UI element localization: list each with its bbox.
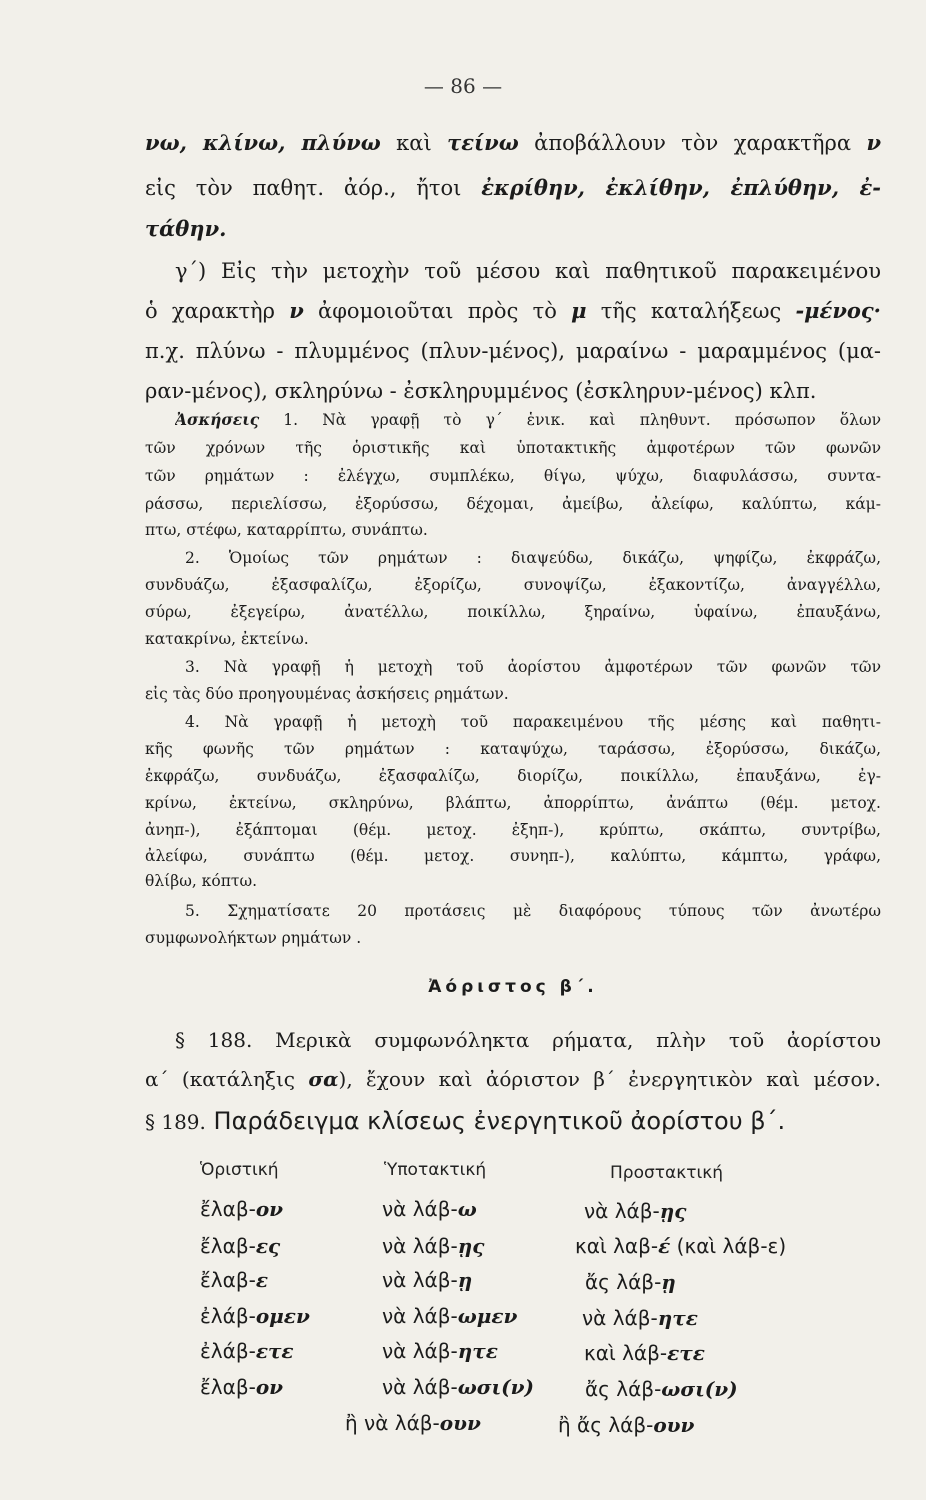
ending: ῃς <box>457 1234 485 1258</box>
table-row-1-imperative <box>584 1198 686 1224</box>
exercises-line-6: 2. Ὁμοίως τῶν ρημάτων : διαψεύδω, δικάζω, ψηφίζω, ἐκφράζω, <box>185 549 881 567</box>
stem: καὶ λάβ- <box>584 1341 668 1365</box>
ending: ομεν <box>255 1304 310 1328</box>
alt: (καὶ λάβ-ε) <box>670 1234 787 1258</box>
stem: ἔλαβ- <box>200 1375 256 1399</box>
exercises-line-3: τῶν ρημάτων : ἐλέγχω, συμπλέκω, θίγω, ψύχω, διαφυλάσσω, συντα- <box>145 467 881 485</box>
table-row-5-imperative <box>584 1340 705 1366</box>
stem: νὰ λάβ- <box>584 1199 660 1223</box>
exercises-line-10: 3. Νὰ γραφῇ ἡ μετοχὴ τοῦ ἀορίστου ἀμφοτέρων τῶν φωνῶν τῶν <box>185 658 881 676</box>
ending: ες <box>255 1234 281 1258</box>
stem: καὶ λαβ- <box>575 1234 659 1258</box>
letter-n: ν <box>289 298 304 323</box>
header-subjunctive: Ὑποτακτική <box>384 1160 487 1180</box>
ending-menos: -μένος· <box>795 298 881 323</box>
ending: ουν <box>653 1413 695 1437</box>
exercises-line-15: κρίνω, ἐκτείνω, σκληρύνω, βλάπτω, ἀπορρίπτω, ἀνάπτω (θέμ. μετοχ. <box>145 794 881 812</box>
stem: ἄς λάβ- <box>585 1377 662 1401</box>
p2-line-2 <box>145 298 881 324</box>
table-row-5-subjunctive <box>382 1338 498 1364</box>
text: εἰς τὸν παθητ. ἀόρ., ἤτοι <box>145 176 482 200</box>
ending: ε <box>255 1268 268 1292</box>
table-row-2-indicative <box>200 1233 280 1259</box>
para-189-number: § 189. <box>145 1110 206 1134</box>
text: καὶ <box>380 131 448 155</box>
stem: νὰ λάβ- <box>582 1306 658 1330</box>
stem: ἢ ἄς λάβ- <box>558 1413 654 1437</box>
p1-line-2 <box>145 175 881 201</box>
stem: νὰ λάβ- <box>382 1304 458 1328</box>
stem: νὰ λάβ- <box>382 1375 458 1399</box>
ending: ετε <box>667 1341 705 1365</box>
para-189-title <box>145 1106 881 1136</box>
stem: ἔλαβ- <box>200 1197 256 1221</box>
exercises-line-11: εἰς τὰς δύο προηγουμένας ἀσκήσεις ρημάτων. <box>145 685 509 703</box>
table-row-6-indicative <box>200 1374 283 1400</box>
stem: νὰ λάβ- <box>382 1197 458 1221</box>
stem: νὰ λάβ- <box>382 1339 458 1363</box>
table-row-3-imperative <box>585 1269 676 1295</box>
table-row-1-indicative <box>200 1196 283 1222</box>
exercises-line-14: ἐκφράζω, συνδυάζω, ἐξασφαλίζω, διορίζω, ποικίλλω, ἐπαυξάνω, ἐγ- <box>145 767 881 785</box>
header-indicative: Ὁριστική <box>200 1160 279 1180</box>
p1-aorist-forms: ἐκρίθην, ἐκλίθην, ἐπλύθην, ἐ- <box>481 175 881 200</box>
table-row-4-imperative <box>582 1305 698 1331</box>
exercises-line-18: θλίβω, κόπτω. <box>145 872 258 890</box>
text: 1. Νὰ γραφῇ τὸ γ΄ ἑνικ. καὶ πληθυντ. πρόσωπον ὅλων <box>259 411 881 429</box>
ending: ῃ <box>661 1270 676 1294</box>
para-188-line-2 <box>145 1066 881 1092</box>
exercises-line-5: πτω, στέφω, καταρρίπτω, συνάπτω. <box>145 521 428 539</box>
header-imperative: Προστακτική <box>610 1163 723 1183</box>
stem: ἔλαβ- <box>200 1234 256 1258</box>
text: ἀποβάλλουν τὸν χαρακτῆρα <box>518 131 867 155</box>
ending: ετε <box>255 1339 294 1363</box>
table-row-5-indicative <box>200 1338 294 1364</box>
exercises-label: Ἀσκήσεις <box>175 410 260 429</box>
ending: ωσι(ν) <box>661 1377 738 1401</box>
table-row-4-indicative <box>200 1303 310 1329</box>
exercises-line-2: τῶν χρόνων τῆς ὁριστικῆς καὶ ὑποτακτικῆς ἀμφοτέρων τῶν φωνῶν <box>145 439 881 457</box>
ending: έ <box>658 1234 671 1258</box>
p2-line-3: π.χ. πλύνω - πλυμμένος (πλυν-μένος), μαραίνω - μαραμμένος (μα- <box>145 339 881 363</box>
stem: ἐλάβ- <box>200 1304 256 1328</box>
table-row-2-imperative <box>575 1233 786 1259</box>
text: α΄ (κατάληξις <box>145 1067 309 1091</box>
p1-verb-teino: τείνω <box>447 130 519 155</box>
p1-verbs: νω, κλίνω, πλύνω <box>145 130 381 155</box>
exercises-line-9: κατακρίνω, ἐκτείνω. <box>145 630 309 648</box>
p2-line-4: ραν-μένος), σκληρύνω - ἐσκληρυμμένος (ἐσκληρυν-μένος) κλπ. <box>145 379 817 403</box>
table-row-7-imperative <box>558 1412 694 1438</box>
table-row-3-indicative <box>200 1267 268 1293</box>
para-188-line-1: § 188. Μερικὰ συμφωνόληκτα ρήματα, πλὴν τοῦ ἀορίστου <box>175 1028 881 1052</box>
p1-letter-n: ν <box>866 130 881 155</box>
stem: ἢ νὰ λάβ- <box>345 1411 440 1435</box>
exercises-line-17: ἀλείφω, συνάπτω (θέμ. μετοχ. συνηπ-), καλύπτω, κάμπτω, γράφω, <box>145 847 881 865</box>
exercises-line-19: 5. Σχηματίσατε 20 προτάσεις μὲ διαφόρους τύπους τῶν ἀνωτέρω <box>185 902 881 920</box>
exercises-line-1 <box>175 409 881 431</box>
ending: ουν <box>439 1411 481 1435</box>
page-number: — 86 — <box>423 74 503 98</box>
ending: ῃ <box>457 1268 473 1292</box>
table-row-2-subjunctive <box>382 1233 484 1259</box>
ending: ω <box>457 1197 477 1221</box>
ending: ητε <box>457 1339 498 1363</box>
text: ), ἔχουν καὶ ἀόριστον β΄ ἐνεργητικὸν καὶ μέσον. <box>338 1067 881 1091</box>
exercises-line-8: σύρω, ἐξεγείρω, ἀνατέλλω, ποικίλλω, ξηραίνω, ὑφαίνω, ἐπαυξάνω, <box>145 603 881 621</box>
letter-m: μ <box>571 298 587 323</box>
p2-line-1: γ΄) Εἰς τὴν μετοχὴν τοῦ μέσου καὶ παθητικοῦ παρακειμένου <box>175 259 881 283</box>
stem: ἄς λάβ- <box>585 1270 662 1294</box>
ending: ον <box>255 1197 284 1221</box>
text: ὁ χαρακτὴρ <box>145 299 290 323</box>
p1-line-3 <box>145 216 881 242</box>
stem: νὰ λάβ- <box>382 1268 458 1292</box>
ending: ον <box>255 1375 284 1399</box>
exercises-line-4: ράσσω, περιελίσσω, ἐξορύσσω, δέχομαι, ἀμείβω, ἀλείφω, καλύπτω, κάμ- <box>145 495 881 513</box>
table-row-4-subjunctive <box>382 1303 517 1329</box>
exercises-line-13: κῆς φωνῆς τῶν ρημάτων : καταψύχω, ταράσσω, ἐξορύσσω, δικάζω, <box>145 740 881 758</box>
text: ἀφομοιοῦται πρὸς τὸ <box>303 299 572 323</box>
exercises-line-16: ἀνηπ-), ἐξάπτομαι (θέμ. μετοχ. ἐξηπ-), κρύπτω, σκάπτω, συντρίβω, <box>145 821 881 839</box>
table-row-3-subjunctive <box>382 1267 472 1293</box>
stem: νὰ λάβ- <box>382 1234 458 1258</box>
stem: ἔλαβ- <box>200 1268 256 1292</box>
section-heading: Ἀόριστος β΄. <box>428 977 598 997</box>
p1-line-1 <box>145 130 881 156</box>
table-row-6-subjunctive <box>382 1374 534 1400</box>
stem: ἐλάβ- <box>200 1339 256 1363</box>
table-row-1-subjunctive <box>382 1196 477 1222</box>
exercises-line-7: συνδυάζω, ἐξασφαλίζω, ἐξορίζω, συνοψίζω, ἐξακοντίζω, ἀναγγέλλω, <box>145 576 881 594</box>
text: τῆς καταλήξεως <box>586 299 796 323</box>
ending: ωμεν <box>457 1304 518 1328</box>
ending: ητε <box>657 1306 698 1330</box>
para-189-heading: Παράδειγμα κλίσεως ἐνεργητικοῦ ἀορίστου β΄. <box>205 1107 786 1135</box>
exercises-line-20: συμφωνολήκτων ρημάτων . <box>145 929 362 947</box>
ending: ῃς <box>659 1199 687 1223</box>
ending-sa: σα <box>308 1067 339 1091</box>
ending: ωσι(ν) <box>457 1375 534 1399</box>
p1-form-etathin: τάθην. <box>145 216 227 241</box>
table-row-6-imperative <box>585 1376 738 1402</box>
table-row-7-subjunctive <box>345 1410 481 1436</box>
exercises-line-12: 4. Νὰ γραφῇ ἡ μετοχὴ τοῦ παρακειμένου τῆς μέσης καὶ παθητι- <box>185 713 881 731</box>
